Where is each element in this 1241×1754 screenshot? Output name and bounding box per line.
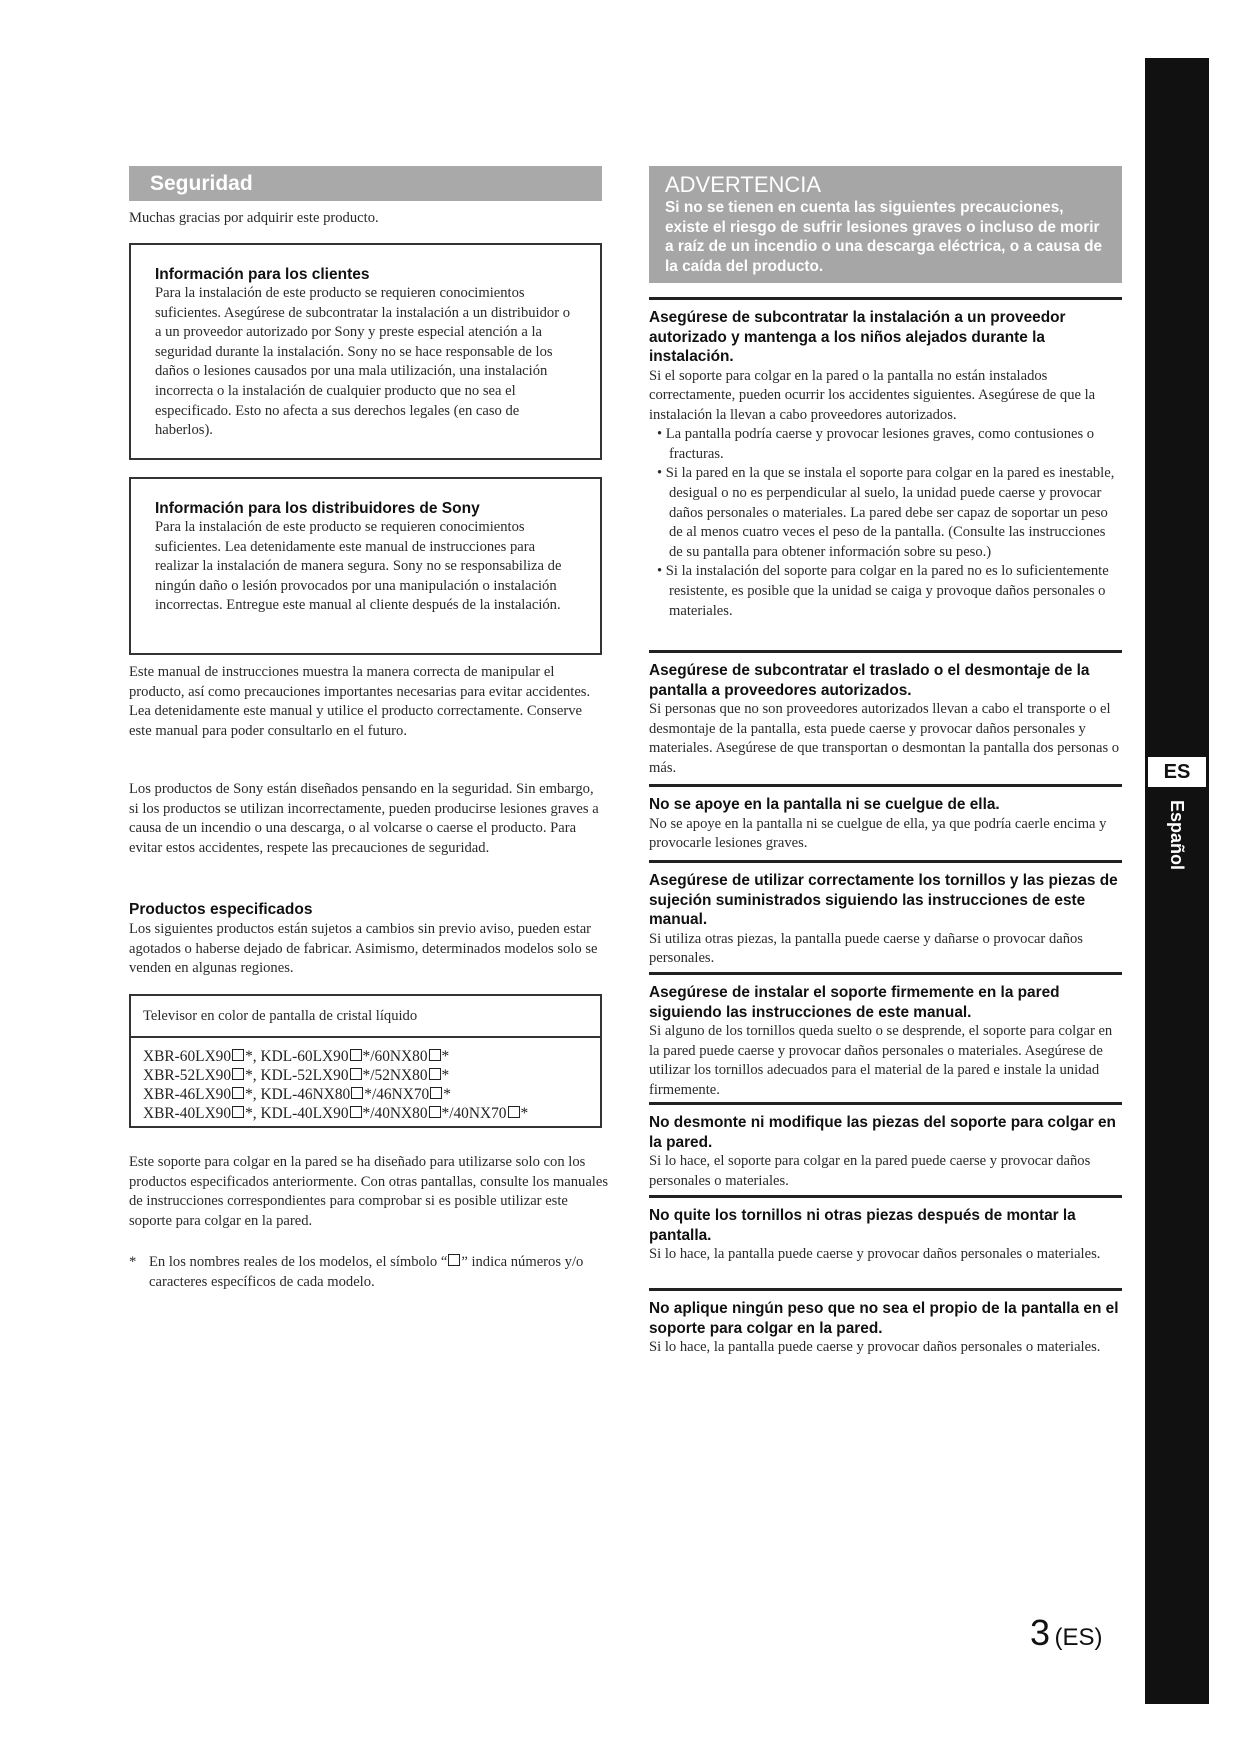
info-box-distributors bbox=[129, 477, 602, 655]
warning-section-text: No se apoye en la pantalla ni se cuelgue de ella, ya que podría caerle encima y provocarle lesiones graves. bbox=[649, 815, 1107, 852]
warning-bullets bbox=[649, 425, 1122, 621]
info-box-clients bbox=[129, 243, 602, 460]
placeholder-square-icon bbox=[429, 1049, 441, 1061]
model-row: XBR-52LX90 *, KDL-52LX90 */52NX80 * bbox=[143, 1067, 450, 1084]
safety-paragraph: Los productos de Sony están diseñados pensando en la seguridad. Sin embargo, si los productos se utilizan incorrectamente, pueden producirse lesiones graves a causa de un incendio o una descarga, o al volcarse o caerse el producto. Para evitar estos accidentes, respete las precauciones de seguridad. bbox=[129, 781, 599, 856]
warning-section-text: Si personas que no son proveedores autorizados llevan a cabo el transporte o el desmontaje de la pantalla, esta puede caerse y provocar daños personales y materiales. Asegúrese de que transportan o desmontan la pantalla dos personas o más. bbox=[649, 701, 1120, 776]
placeholder-square-icon bbox=[508, 1106, 520, 1118]
placeholder-square-icon bbox=[429, 1106, 441, 1118]
warning-section-title: No quite los tornillos ni otras piezas después de montar la pantalla. bbox=[649, 1207, 1076, 1244]
footnote: * En los nombres reales de los modelos, el símbolo “ ” indica números y/o caracteres específicos de cada modelo. bbox=[129, 1254, 584, 1290]
warning-section bbox=[649, 860, 1122, 969]
intro-text: Muchas gracias por adquirir este producto. bbox=[129, 210, 379, 226]
model-row: XBR-60LX90 *, KDL-60LX90 */60NX80 * bbox=[143, 1048, 450, 1065]
placeholder-square-icon bbox=[350, 1049, 362, 1061]
placeholder-square-icon bbox=[350, 1106, 362, 1118]
warning-section-title: Asegúrese de subcontratar el traslado o el desmontaje de la pantalla a proveedores autorizados. bbox=[649, 662, 1090, 699]
section-header-seguridad: Seguridad bbox=[129, 166, 602, 201]
warning-section bbox=[649, 1102, 1122, 1191]
warning-section-title: No se apoye en la pantalla ni se cuelgue de ella. bbox=[649, 796, 1000, 813]
products-table-models bbox=[131, 1038, 600, 1132]
warning-title: ADVERTENCIA bbox=[665, 172, 822, 197]
manual-paragraph: Este manual de instrucciones muestra la manera correcta de manipular el producto, así como precauciones importantes necesarias para evitar accidentes. Lea detenidamente este manual y utilice el producto correctamente. Conserve este manual para poder consultarlo en el futuro. bbox=[129, 664, 591, 739]
warning-section-text: Si lo hace, la pantalla puede caerse y provocar daños personales o materiales. bbox=[649, 1246, 1101, 1262]
placeholder-square-icon bbox=[232, 1087, 244, 1099]
warning-box bbox=[649, 166, 1122, 283]
compatibility-paragraph: Este soporte para colgar en la pared se ha diseñado para utilizarse solo con los productos especificados anteriormente. Con otras pantallas, consulte los manuales de instrucciones correspondientes para comprobar si es posible utilizar este soporte para colgar en la pared. bbox=[129, 1154, 609, 1229]
info-box-clients-title: Información para los clientes bbox=[155, 266, 370, 283]
model-row: XBR-40LX90 *, KDL-40LX90 */40NX80 */40NX70 * bbox=[143, 1105, 529, 1122]
placeholder-square-icon bbox=[232, 1068, 244, 1080]
products-title: Productos especificados bbox=[129, 901, 313, 918]
products-text: Los siguientes productos están sujetos a cambios sin previo aviso, pueden estar agotados o haberse dejado de fabricar. Asimismo, determinados modelos solo se venden en algunas regiones. bbox=[129, 921, 598, 977]
bullet-item: • Si la pared en la que se instala el soporte para colgar en la pared es inestable, desigual o no es perpendicular al suelo, la unidad puede caerse y provocar daños personales o materiales. La pared debe ser capaz de soportar un peso de al menos cuatro veces el peso de la pantalla. (Consulte las instrucciones de su pantalla para obtener información sobre su peso.) bbox=[649, 464, 1122, 562]
language-label: Español bbox=[1167, 800, 1187, 871]
model-row: XBR-46LX90 *, KDL-46NX80 */46NX70 * bbox=[143, 1086, 451, 1103]
warning-section-text: Si utiliza otras piezas, la pantalla puede caerse y dañarse o provocar daños personales. bbox=[649, 930, 1083, 967]
placeholder-square-icon bbox=[232, 1049, 244, 1061]
warning-section bbox=[649, 1195, 1122, 1265]
warning-section-title: Asegúrese de instalar el soporte firmemente en la pared siguiendo las instrucciones de este manual. bbox=[649, 984, 1060, 1021]
warning-section-text: Si alguno de los tornillos queda suelto o se desprende, el soporte para colgar en la pared puede caerse y provocar daños personales o materiales. Asegúrese de utilizar los tornillos adecuados para el material de la pared e instale la unidad firmemente. bbox=[649, 1023, 1113, 1098]
page-number: 3 (ES) bbox=[1030, 1612, 1103, 1653]
warning-section bbox=[649, 650, 1122, 778]
placeholder-square-icon bbox=[430, 1087, 442, 1099]
placeholder-square-icon bbox=[350, 1068, 362, 1080]
language-side-tab bbox=[1145, 58, 1209, 1704]
bullet-item: • Si la instalación del soporte para colgar en la pared no es lo suficientemente resistente, es posible que la unidad se caiga y provoque daños personales o materiales. bbox=[649, 562, 1122, 621]
warning-section-text: Si lo hace, el soporte para colgar en la pared puede caerse y provocar daños personales o materiales. bbox=[649, 1153, 1091, 1189]
warning-section bbox=[649, 297, 1122, 621]
placeholder-square-icon bbox=[429, 1068, 441, 1080]
products-table bbox=[129, 994, 602, 1128]
info-box-clients-text: Para la instalación de este producto se requieren conocimientos suficientes. Asegúrese de subcontratar la instalación a un distribuidor o a un proveedor autorizado por Sony y preste especial atención a la seguridad durante la instalación. Sony no se hace responsable de los daños o lesiones causados por una mala utilización, una instalación incorrecta o la instalación de cualquier producto que no sea el especificado. Esto no afecta a sus derechos legales (en caso de haberlos). bbox=[155, 285, 570, 439]
placeholder-square-icon bbox=[232, 1106, 244, 1118]
warning-section bbox=[649, 784, 1122, 854]
warning-section-title: Asegúrese de utilizar correctamente los tornillos y las piezas de sujeción suministrados siguiendo las instrucciones de este manual. bbox=[649, 872, 1118, 928]
warning-section-text: Si lo hace, la pantalla puede caerse y provocar daños personales o materiales. bbox=[649, 1339, 1101, 1355]
placeholder-square-icon bbox=[448, 1254, 460, 1266]
language-code-badge: ES bbox=[1148, 757, 1206, 787]
warning-section-title: Asegúrese de subcontratar la instalación a un proveedor autorizado y mantenga a los niños alejados durante la instalación. bbox=[649, 309, 1066, 365]
warning-section-text: Si el soporte para colgar en la pared o la pantalla no están instalados correctamente, pueden ocurrir los accidentes siguientes. Asegúrese de que la instalación la llevan a cabo proveedores autorizados. bbox=[649, 367, 1096, 423]
warning-text: Si no se tienen en cuenta las siguientes precauciones, existe el riesgo de sufrir lesiones graves o incluso de morir a raíz de un incendio o una descarga eléctrica, o a causa de la caída del producto. bbox=[665, 199, 1103, 275]
warning-section-title: No aplique ningún peso que no sea el propio de la pantalla en el soporte para colgar en la pared. bbox=[649, 1300, 1119, 1337]
info-box-distributors-title: Información para los distribuidores de Sony bbox=[155, 500, 480, 517]
left-column bbox=[129, 166, 609, 1290]
info-box-distributors-text: Para la instalación de este producto se requieren conocimientos suficientes. Lea detenidamente este manual de instrucciones para realizar la instalación de manera segura. Sony no se responsabiliza de ningún daño o lesión provocados por una manipulación o instalación incorrectas. Entregue este manual al cliente después de la instalación. bbox=[155, 519, 562, 614]
bullet-item: • La pantalla podría caerse y provocar lesiones graves, como contusiones o fracturas. bbox=[649, 425, 1122, 464]
warning-section bbox=[649, 1288, 1122, 1358]
placeholder-square-icon bbox=[351, 1087, 363, 1099]
products-table-head: Televisor en color de pantalla de cristal líquido bbox=[131, 996, 600, 1038]
warning-section bbox=[649, 972, 1122, 1100]
warning-section-title: No desmonte ni modifique las piezas del soporte para colgar en la pared. bbox=[649, 1114, 1116, 1151]
